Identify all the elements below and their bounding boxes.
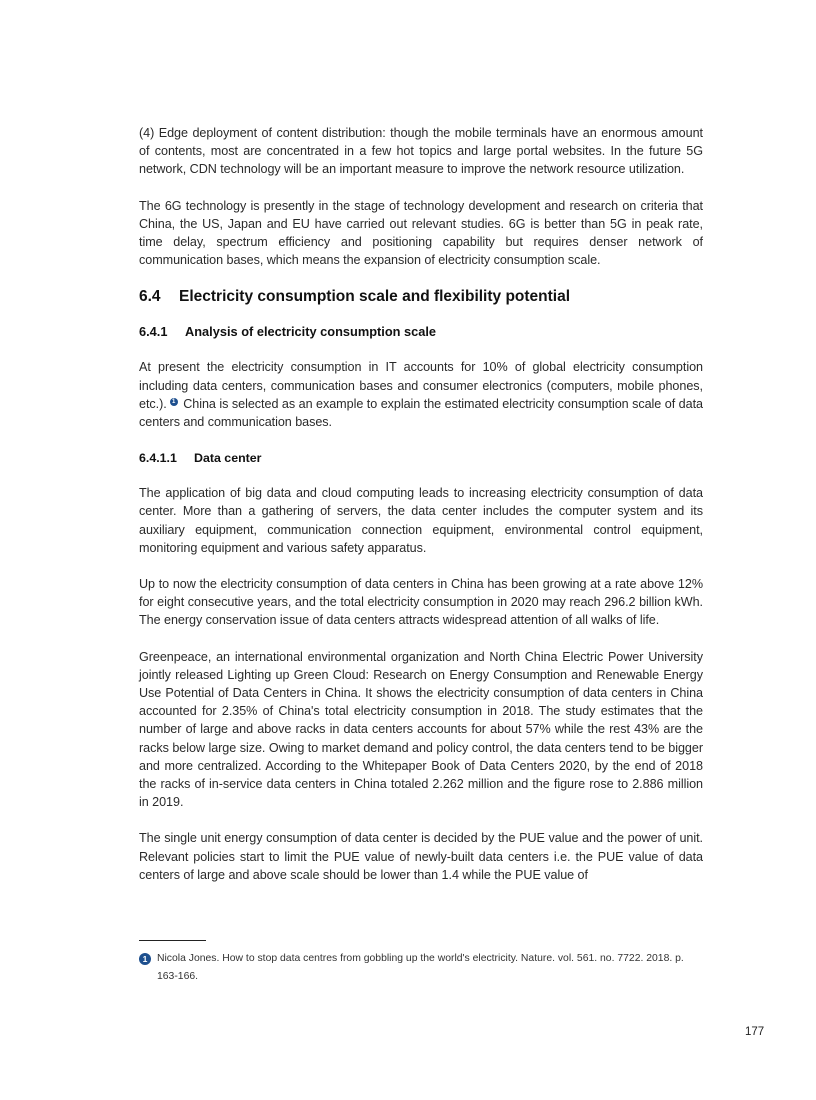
- subsection-number: 6.4.1: [139, 324, 168, 340]
- section-heading: [139, 287, 703, 307]
- paragraph-edge-deployment: (4) Edge deployment of content distribution: though the mobile terminals have an enormous amount of contents, most are concentrated in a few hot topics and large portal websites. In the future 5G network, CDN technology will be an important measure to improve the network resource utilization.: [139, 126, 703, 177]
- paragraph-greenpeace-study: Greenpeace, an international environmental organization and North China Electric Power University jointly released Lighting up Green Cloud: Research on Energy Consumption and Renewable Energy Use Potential of Data Centers in China. It shows the electricity consumption of data centers in China accounted for 2.35% of China's total electricity consumption in 2018. The study estimates that the number of large and above racks in data centers accounts for about 57% while the rest 43% are the racks below large size. Owing to market demand and policy control, the data centers tend to be bigger and more centralized. According to the Whitepaper Book of Data Centers 2020, by the end of 2018 the racks of in-service data centers in China totaled 2.262 million and the figure rose to 2.886 million in 2019.: [139, 649, 703, 810]
- footnote-divider: [139, 940, 206, 941]
- subsection-title: Analysis of electricity consumption scale: [185, 324, 437, 340]
- document-page: [139, 124, 703, 902]
- subsubsection-heading: [139, 449, 703, 467]
- intro-text-after: China is selected as an example to explain the estimated electricity consumption scale of data centers and communication bases.: [139, 396, 703, 430]
- section-number: 6.4: [139, 288, 161, 306]
- footnote-number-icon: 1: [139, 953, 151, 965]
- footnote-reference-icon[interactable]: 1: [170, 398, 178, 406]
- paragraph-it-consumption: [139, 358, 703, 431]
- footnote-text: Nicola Jones. How to stop data centres from gobbling up the world's electricity. Nature. vol. 561. no. 7722. 2018. p. 163-166.: [157, 953, 684, 982]
- paragraph-pue-value: The single unit energy consumption of data center is decided by the PUE value and the power of unit. Relevant policies start to limit the PUE value of newly-built data centers i.e. the PUE value of data centers of large and above scale should be lower than 1.4 while the PUE value of: [139, 831, 703, 882]
- section-title: Electricity consumption scale and flexibility potential: [179, 288, 571, 306]
- subsection-heading: [139, 323, 703, 341]
- paragraph-growth-rate: Up to now the electricity consumption of data centers in China has been growing at a rate above 12% for eight consecutive years, and the total electricity consumption in 2020 may reach 296.2 billion kWh. The energy conservation issue of data centers attracts widespread attention of all walks of life.: [139, 577, 703, 628]
- paragraph-big-data: The application of big data and cloud computing leads to increasing electricity consumption of data center. More than a gathering of servers, the data center includes the computer system and its auxiliary equipment, communication connection equipment, environmental control equipment, monitoring equipment and various safety apparatus.: [139, 486, 703, 555]
- paragraph-6g-technology: The 6G technology is presently in the stage of technology development and research on criteria that China, the US, Japan and EU have carried out relevant studies. 6G is better than 5G in peak rate, time delay, spectrum efficiency and positioning capability but requires denser network of communication bases, which means the expansion of electricity consumption scale.: [139, 198, 703, 268]
- subsubsection-title: Data center: [194, 451, 262, 466]
- page-number: 177: [745, 1026, 765, 1038]
- footnote: [139, 950, 705, 986]
- intro-text-before: At present the electricity consumption in IT accounts for 10% of global electricity consumption including data centers, communication bases and consumer electronics (computers, mobile phones, etc.).: [139, 360, 703, 411]
- subsubsection-number: 6.4.1.1: [139, 451, 177, 466]
